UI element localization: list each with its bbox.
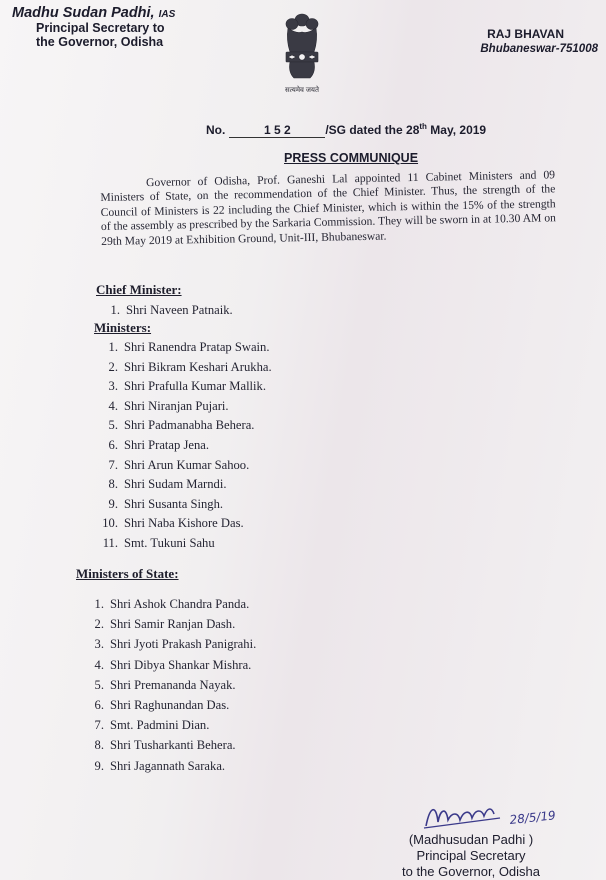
minister-item bbox=[96, 399, 229, 414]
minister-of-state-item-number: 6. bbox=[94, 698, 104, 712]
minister-item-name: Shri Niranjan Pujari. bbox=[124, 398, 229, 413]
minister-of-state-item bbox=[82, 678, 236, 693]
minister-item-number: 2. bbox=[108, 359, 118, 374]
office-name: RAJ BHAVAN bbox=[487, 27, 564, 41]
minister-item bbox=[96, 536, 215, 551]
minister-item bbox=[96, 379, 266, 394]
minister-of-state-item-number: 8. bbox=[94, 738, 104, 753]
minister-of-state-item-name: Shri Raghunandan Das. bbox=[110, 698, 230, 712]
heading-ministers-of-state: Ministers of State: bbox=[76, 566, 179, 581]
minister-item bbox=[96, 438, 209, 453]
minister-item-name: Shri Arun Kumar Sahoo. bbox=[124, 457, 250, 472]
minister-item-name: Shri Padmanabha Behera. bbox=[124, 418, 255, 433]
minister-item-name: Shri Naba Kishore Das. bbox=[124, 516, 244, 531]
letterhead-left bbox=[12, 5, 175, 49]
handwritten-signature bbox=[410, 796, 560, 836]
ref-date-rest: May, 2019 bbox=[426, 123, 487, 137]
signatory-name: (Madhusudan Padhi ) bbox=[408, 832, 534, 847]
minister-item-number: 9. bbox=[108, 496, 118, 511]
officer-suffix: IAS bbox=[158, 9, 176, 20]
minister-of-state-item-name: Shri Jagannath Saraka. bbox=[110, 758, 226, 773]
chief-minister-item bbox=[98, 303, 233, 318]
minister-item-name: Shri Bikram Keshari Arukha. bbox=[124, 359, 272, 374]
chief-minister-item-name: Shri Naveen Patnaik. bbox=[126, 303, 233, 317]
minister-item-number: 6. bbox=[108, 438, 118, 452]
minister-item-name: Shri Pratap Jena. bbox=[124, 438, 209, 452]
minister-of-state-item bbox=[82, 698, 229, 713]
officer-name bbox=[12, 5, 175, 21]
minister-item-number: 10. bbox=[102, 516, 118, 531]
minister-item-name: Shri Susanta Singh. bbox=[124, 496, 224, 511]
minister-of-state-item-name: Shri Samir Ranjan Dash. bbox=[110, 617, 236, 632]
minister-item bbox=[96, 458, 249, 473]
minister-item-name: Shri Prafulla Kumar Mallik. bbox=[124, 379, 267, 394]
minister-of-state-item-number: 7. bbox=[94, 718, 104, 733]
letterhead-right bbox=[480, 27, 598, 55]
handwritten-date: 28/5/19 bbox=[508, 808, 557, 827]
minister-of-state-item bbox=[82, 637, 256, 652]
ref-prefix: No. bbox=[206, 123, 226, 137]
minister-item-name: Shri Sudam Marndi. bbox=[124, 477, 227, 492]
body-text: Governor of Odisha, Prof. Ganeshi Lal appointed 11 Cabinet Ministers and 09 Ministers of State, on the recommendation of the Chief Minister. Thus, the strength of the Council of Ministers is 22 including the Chief Minister, which is within the 15% of the strength of the assembly as prescribed by the Sarkaria Commission. They will be sworn in at 10.30 AM on 29th May 2019 at Exhibition Ground, Unit-III, Bhubaneswar. bbox=[100, 168, 556, 248]
minister-of-state-item-number: 9. bbox=[94, 758, 104, 773]
minister-of-state-item-name: Shri Ashok Chandra Panda. bbox=[110, 597, 250, 611]
minister-of-state-item bbox=[82, 597, 249, 612]
minister-item-number: 3. bbox=[108, 379, 118, 394]
minister-of-state-item-name: Shri Premananda Nayak. bbox=[110, 677, 236, 692]
minister-item-name: Shri Ranendra Pratap Swain. bbox=[124, 340, 270, 354]
minister-of-state-item bbox=[82, 718, 209, 733]
minister-item bbox=[96, 477, 227, 492]
signatory-designation: Principal Secretary bbox=[416, 848, 526, 863]
chief-minister-item-number: 1. bbox=[110, 303, 120, 317]
reference-number bbox=[206, 122, 486, 138]
minister-of-state-item-name: Shri Tusharkanti Behera. bbox=[110, 738, 236, 753]
designation-line-2: the Governor, Odisha bbox=[36, 35, 164, 49]
minister-item bbox=[96, 497, 223, 512]
minister-of-state-item bbox=[82, 738, 236, 753]
minister-item-number: 7. bbox=[108, 457, 118, 472]
minister-item bbox=[96, 340, 270, 355]
ref-number: 1 5 2 bbox=[229, 123, 325, 138]
minister-of-state-item-name: Shri Jyoti Prakash Panigrahi. bbox=[110, 637, 257, 652]
minister-of-state-item bbox=[82, 759, 225, 774]
minister-item bbox=[96, 516, 244, 531]
minister-of-state-item-name: Shri Dibya Shankar Mishra. bbox=[110, 657, 252, 672]
minister-item-number: 5. bbox=[108, 418, 118, 433]
minister-item-number: 11. bbox=[102, 536, 118, 550]
minister-item-name: Smt. Tukuni Sahu bbox=[124, 536, 215, 550]
minister-item-number: 4. bbox=[108, 398, 118, 413]
office-address: Bhubaneswar-751008 bbox=[480, 43, 598, 55]
minister-of-state-item-number: 2. bbox=[94, 617, 104, 632]
heading-ministers: Ministers: bbox=[94, 320, 152, 335]
officer-name-text: Madhu Sudan Padhi, bbox=[12, 5, 155, 21]
signatory-block bbox=[386, 832, 556, 880]
heading-chief-minister: Chief Minister: bbox=[96, 282, 182, 297]
minister-of-state-item-number: 5. bbox=[94, 677, 104, 692]
ref-day-suffix: th bbox=[419, 122, 427, 131]
designation-line-1: Principal Secretary to bbox=[36, 21, 165, 35]
minister-item-number: 1. bbox=[108, 340, 118, 354]
body-paragraph bbox=[100, 168, 556, 249]
document-title: PRESS COMMUNIQUE bbox=[284, 151, 419, 165]
emblem-motto: सत्यमेव जयते bbox=[285, 86, 319, 94]
minister-of-state-item bbox=[82, 617, 235, 632]
minister-of-state-item-number: 3. bbox=[94, 637, 104, 652]
minister-item bbox=[96, 418, 254, 433]
minister-of-state-item-number: 1. bbox=[94, 597, 104, 611]
ref-suffix: /SG dated the 28 bbox=[325, 123, 420, 137]
minister-item-number: 8. bbox=[108, 477, 118, 492]
minister-of-state-item-number: 4. bbox=[94, 657, 104, 672]
state-emblem-icon bbox=[278, 10, 326, 98]
minister-of-state-item-name: Smt. Padmini Dian. bbox=[110, 718, 210, 733]
minister-of-state-item bbox=[82, 658, 251, 673]
signatory-designation-2: to the Governor, Odisha bbox=[401, 864, 541, 879]
minister-item bbox=[96, 360, 272, 375]
